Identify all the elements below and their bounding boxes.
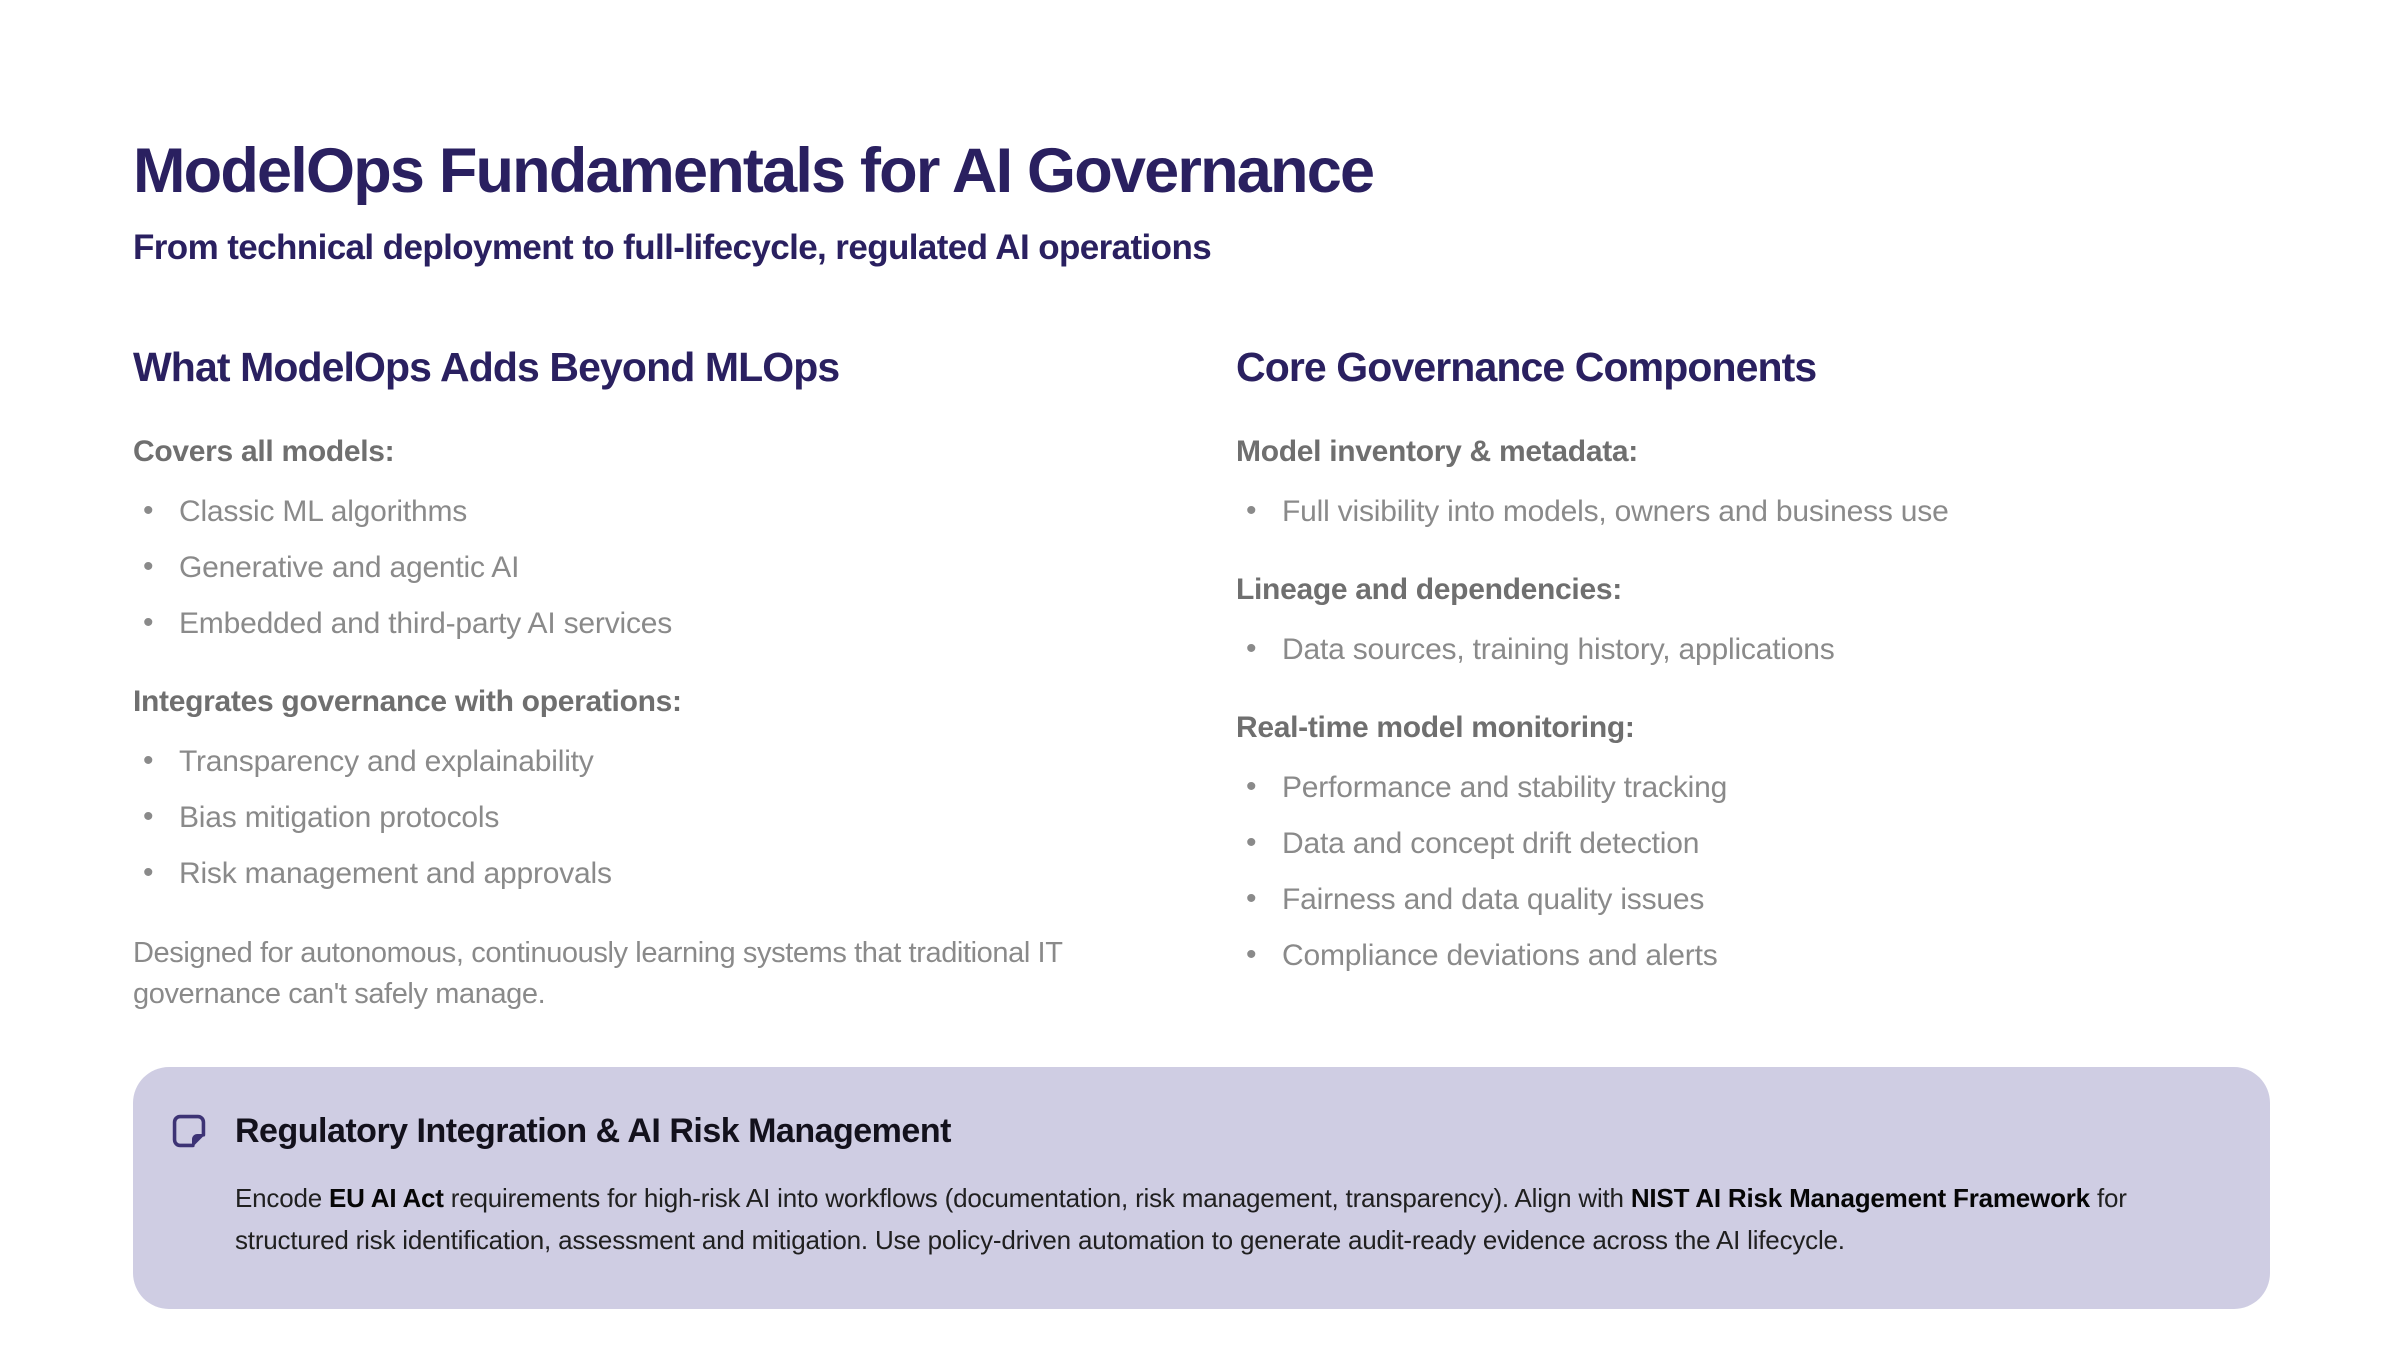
bullet-item: • Transparency and explainability xyxy=(133,745,1236,779)
section-label-lineage: Lineage and dependencies: xyxy=(1236,573,1622,607)
section-label-monitoring: Real-time model monitoring: xyxy=(1236,711,1635,745)
bullet-list-monitoring xyxy=(1236,771,2270,973)
callout-body-bold-eu-ai-act: EU AI Act xyxy=(329,1183,444,1214)
bullet-item: • Compliance deviations and alerts xyxy=(1236,939,2270,973)
section-label-model-inventory: Model inventory & metadata: xyxy=(1236,435,1638,469)
bullet-item: • Risk management and approvals xyxy=(133,857,1236,891)
bullet-item: • Embedded and third-party AI services xyxy=(133,607,1236,641)
callout-title: Regulatory Integration & AI Risk Management xyxy=(235,1111,951,1150)
bullet-item: • Data and concept drift detection xyxy=(1236,827,2270,861)
callout-body xyxy=(235,1177,2230,1261)
bullet-item: • Bias mitigation protocols xyxy=(133,801,1236,835)
callout-body-segment: requirements for high-risk AI into workflows (documentation, risk management, transparency). Align with xyxy=(443,1183,1631,1214)
bullet-list-covers-all-models xyxy=(133,495,1236,641)
page-subtitle: From technical deployment to full-lifecycle, regulated AI operations xyxy=(133,228,1212,268)
right-column-heading: Core Governance Components xyxy=(1236,344,1817,391)
column-modelops-beyond-mlops xyxy=(133,344,1236,1015)
section-label-covers-all-models: Covers all models: xyxy=(133,435,395,469)
callout-body-segment: Encode xyxy=(235,1183,330,1214)
callout-header xyxy=(169,1111,2230,1151)
bullet-item: • Performance and stability tracking xyxy=(1236,771,2270,805)
column-core-governance xyxy=(1236,344,2270,995)
left-column-heading: What ModelOps Adds Beyond MLOps xyxy=(133,344,840,391)
content-columns xyxy=(133,344,2270,1015)
bullet-item: • Fairness and data quality issues xyxy=(1236,883,2270,917)
bullet-item: • Classic ML algorithms xyxy=(133,495,1236,529)
bullet-item: • Generative and agentic AI xyxy=(133,551,1236,585)
bullet-item: • Full visibility into models, owners and business use xyxy=(1236,495,2270,529)
bullet-list-lineage xyxy=(1236,633,2270,667)
callout-body-bold-nist-framework: NIST AI Risk Management Framework xyxy=(1630,1183,2090,1214)
section-label-integrates-governance: Integrates governance with operations: xyxy=(133,685,682,719)
bullet-list-model-inventory xyxy=(1236,495,2270,529)
callout-body-segment: for structured risk identification, assessment and mitigation. Use policy-driven automation to generate audit-ready evidence across the AI lifecycle. xyxy=(235,1183,2127,1256)
bullet-list-integrates-governance xyxy=(133,745,1236,891)
callout-card xyxy=(133,1067,2270,1309)
page-title: ModelOps Fundamentals for AI Governance xyxy=(133,136,1374,206)
sticky-note-icon xyxy=(169,1111,209,1151)
left-column-footnote: Designed for autonomous, continuously learning systems that traditional IT governance can't safely manage. xyxy=(133,937,1063,1011)
bullet-item: • Data sources, training history, applications xyxy=(1236,633,2270,667)
